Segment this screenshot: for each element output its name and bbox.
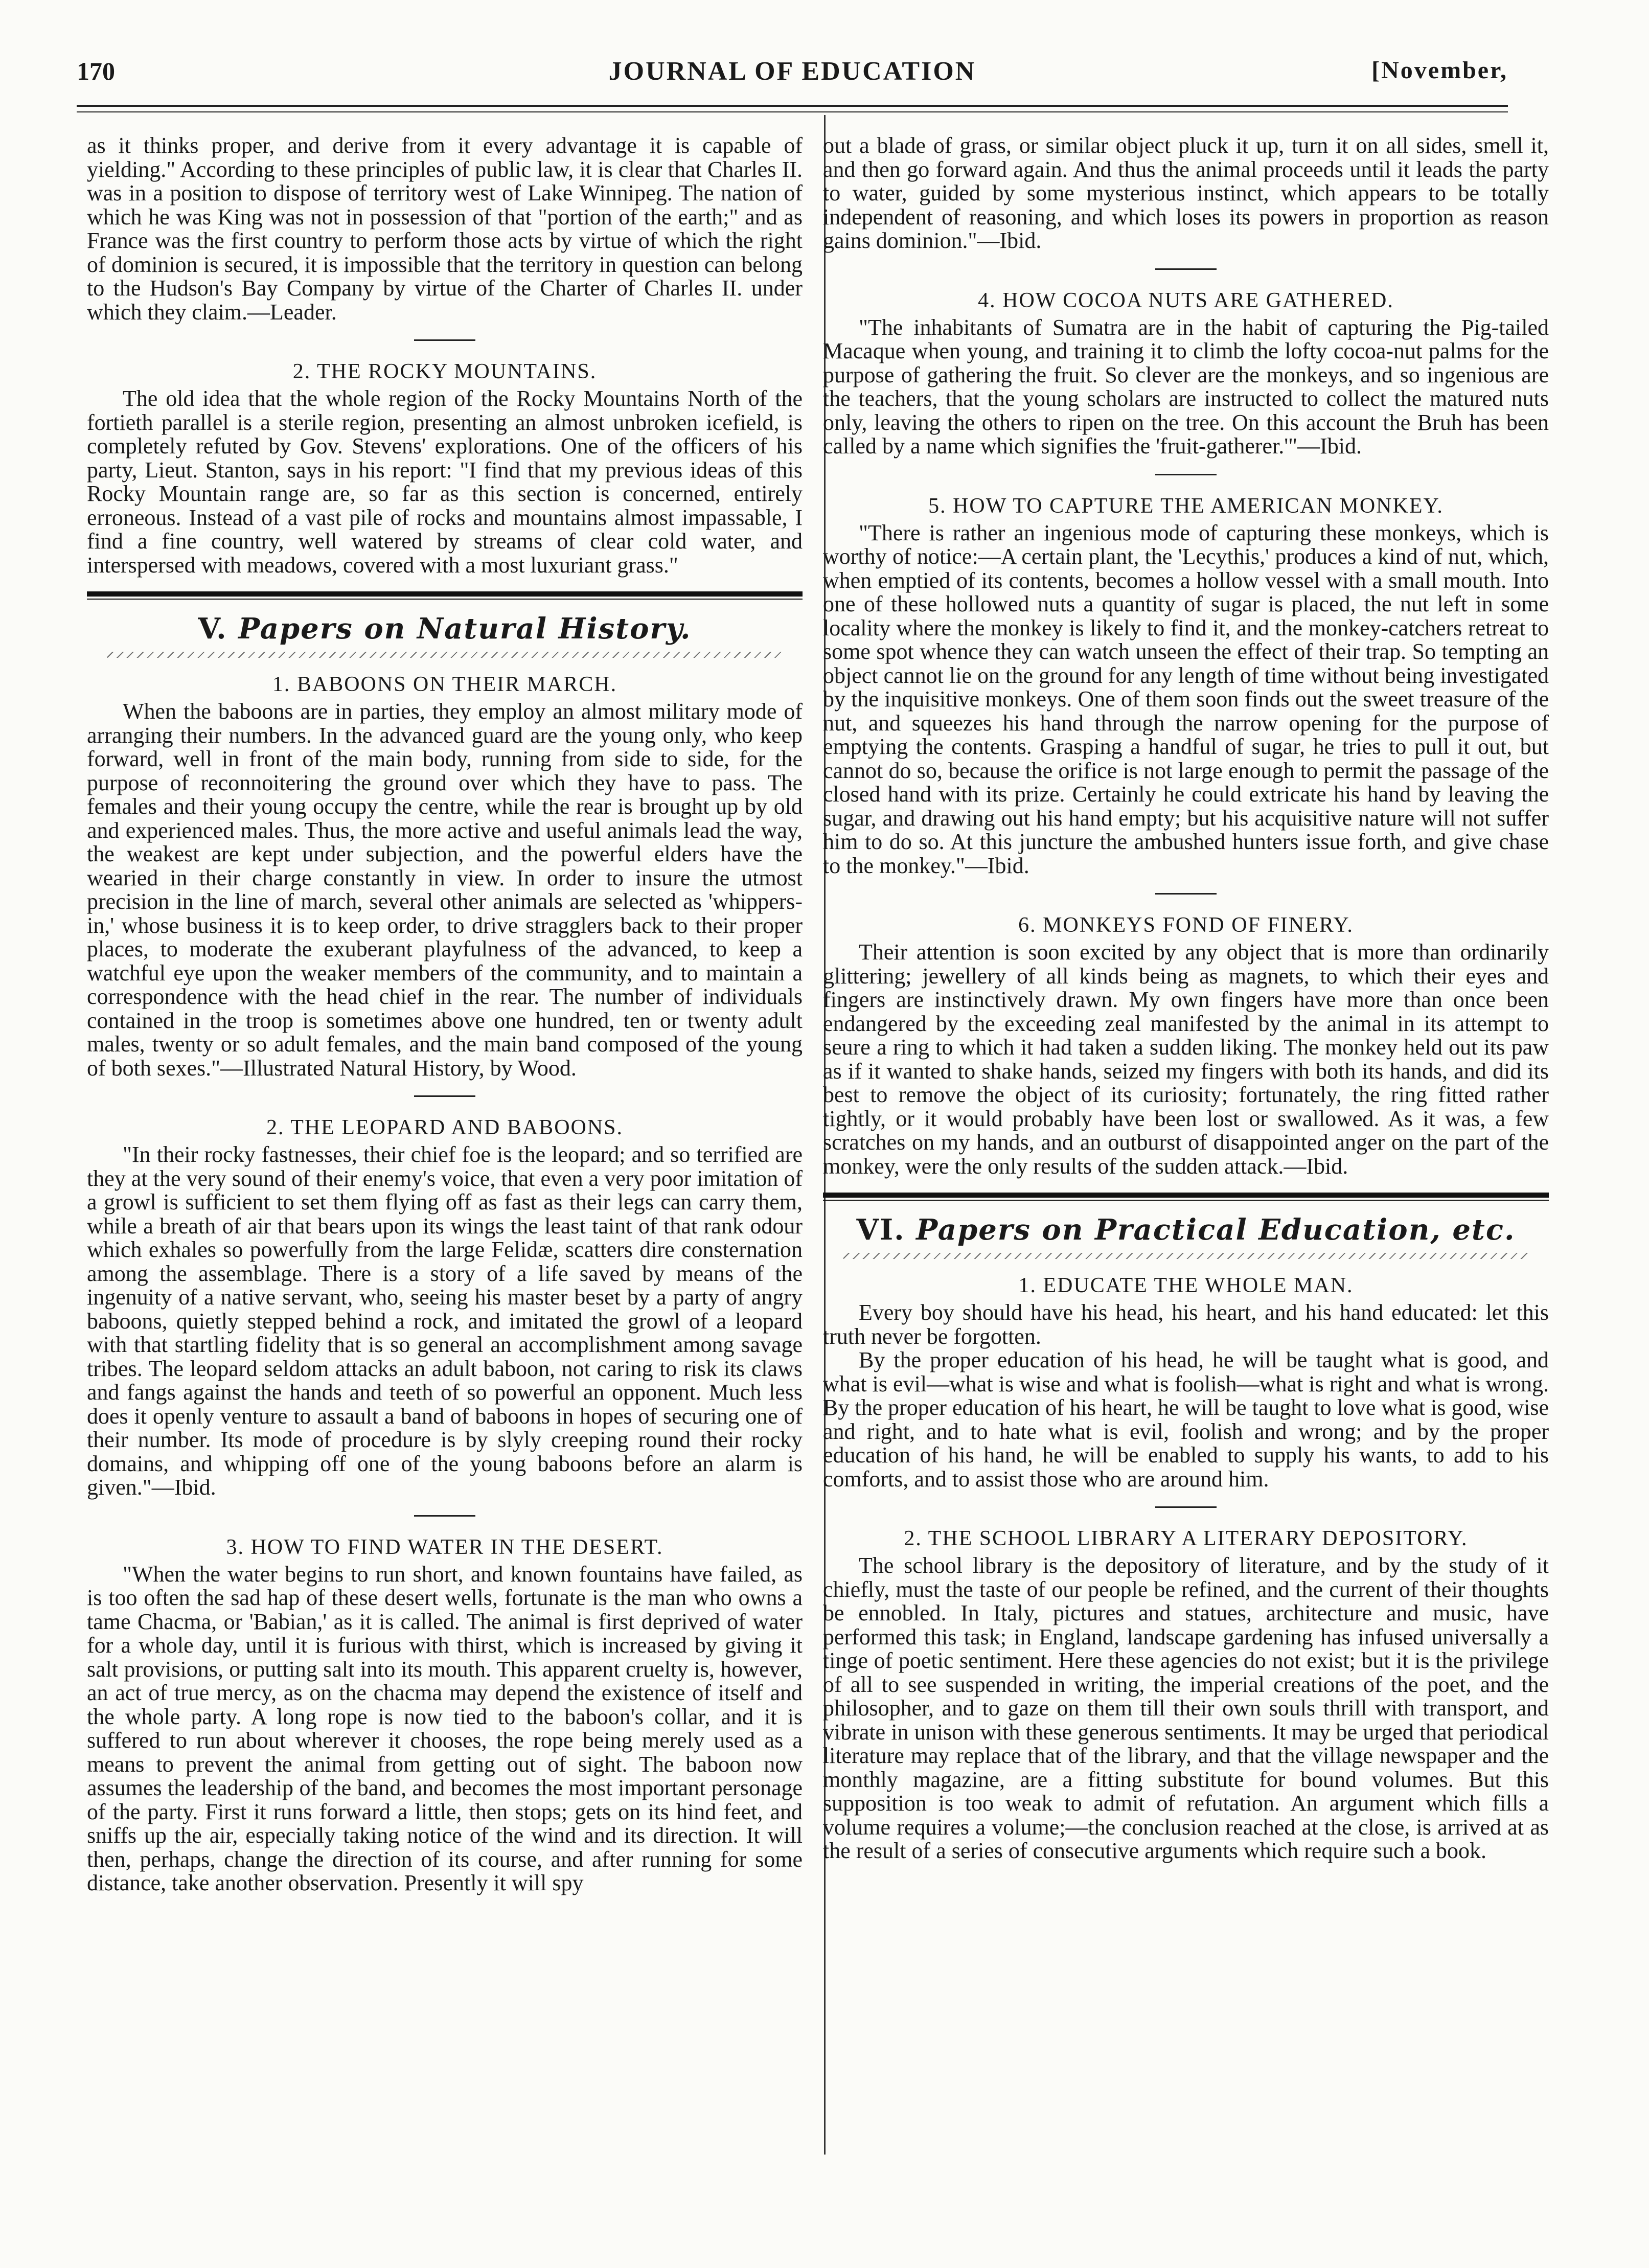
- section-title-finery: 6. MONKEYS FOND OF FINERY.: [1018, 913, 1354, 937]
- part-v-numeral: V.: [198, 612, 227, 646]
- right-column: [823, 134, 1549, 1863]
- school-library-paragraph: The school library is the depository of literature, and by the study of it chiefly, must the taste of our people be refined, and the current of their thoughts be ennobled. In Italy, pictures and statues, architecture and music, have performed this task; in England, landscape gardening has infused universally a tinge of poetic sentiment. Here these agencies do not exist; but it is the privilege of all to see suspended in writing, the imperial creations of the poet, and the philosopher, and to gaze on them till their own souls thrill with transport, and vibrate in unison with these generous sentiments. It may be urged that periodical literature may replace that of the library, and that the village newspaper and the monthly magazine, are a fitting substitute for bound volumes. But this supposition is too weak to admit of refutation. An argument which fills a volume requires a volume;—the conclusion reached at the close, is arrived at as the result of a series of consecutive arguments which require such a book.: [823, 1553, 1549, 1863]
- wavy-ornament: [107, 652, 782, 658]
- running-header: [77, 51, 1508, 97]
- section-divider: [1155, 474, 1217, 475]
- whole-man-paragraph-1: Every boy should have his head, his heart, and his hand educated: let this truth never be forgotten.: [823, 1300, 1549, 1349]
- section-divider: [414, 339, 475, 341]
- header-rule-thin: [77, 111, 1508, 112]
- section-title-rocky-mountains: 2. THE ROCKY MOUNTAINS.: [292, 360, 597, 383]
- baboons-paragraph: When the baboons are in parties, they employ an almost military mode of arranging their numbers. In the advanced guard are the young only, who keep forward, well in front of the main body, running from side to side, for the purpose of reconnoitering the ground over which they have to pass. The females and their young occupy the centre, while the rear is brought up by old and experienced males. Thus, the more active and useful animals lead the way, the weakest are kept under subjection, and the powerful elders have the wearied in their charge constantly in view. In order to insure the utmost precision in the line of march, several other animals are selected as 'whippers-in,' whose business it is to keep order, to drive stragglers back to their proper places, to moderate the exuberant playfulness of the advanced, to keep a watchful eye upon the weaker members of the community, and to maintain a correspondence with the head chief in the rear. The number of individuals contained in the troop is sometimes above one hundred, ten or twenty adult males, twenty or so adult females, and the main band composed of the young of both sexes."—Illustrated Natural History, by Wood.: [87, 699, 803, 1081]
- american-monkey-paragraph: "There is rather an ingenious mode of capturing these monkeys, which is worthy of notice:—A certain plant, the 'Lecythis,' produces a kind of nut, which, when emptied of its contents, becomes a hollow vessel with a small mouth. Into one of these hollowed nuts a quantity of sugar is placed, the nut left in some locality where the monkey is likely to find it, and the monkey-catchers retreat to some spot whence they can watch unseen the effect of their trap. So tempting an object cannot lie on the ground for any length of time without being investigated by the inquisitive monkeys. One of them soon finds out the sweet treasure of the nut, and squeezes his hand through the narrow opening for the purpose of emptying the contents. Grasping a handful of sugar, he tries to pull it out, but cannot do so, because the orifice is not large enough to permit the passage of the closed hand with its prize. Certainly he could extricate his hand by leaving the sugar, and drawing out his hand empty; but his acquisitive nature will not suffer him to do so. At this juncture the ambushed hunters issue forth, and give chase to the monkey."—Ibid.: [823, 520, 1549, 878]
- part-rule-thin: [823, 1200, 1549, 1201]
- leopard-paragraph: "In their rocky fastnesses, their chief foe is the leopard; and so terrified are they at the very sound of their enemy's voice, that even a very poor imitation of a growl is sufficient to set them flying off as fast as their legs can carry them, while a breath of air that bears upon its wings the least taint of that rank odour which exhales so powerfully from the large Felidæ, scatters dire consternation among the assemblage. There is a story of a life saved by means of the ingenuity of a native servant, who, seeing his master beset by a party of angry baboons, quietly stepped behind a rock, and imitated the growl of a leopard with that startling fidelity that is so general an accomplishment among savage tribes. The leopard seldom attacks an adult baboon, not caring to risk its claws and fangs against the hands and teeth of so powerful an opponent. Much less does it openly venture to assault a band of baboons in hopes of securing one of their number. Its mode of procedure is by slyly creeping round their rocky domains, and whipping off one of the young baboons before an alarm is given."—Ibid.: [87, 1142, 803, 1500]
- part-vi-heading: [823, 1210, 1549, 1250]
- section-title-water: 3. HOW TO FIND WATER IN THE DESERT.: [226, 1535, 663, 1559]
- journal-title: JOURNAL OF EDUCATION: [608, 57, 976, 86]
- section-divider: [1155, 268, 1217, 270]
- section-title-cocoa: 4. HOW COCOA NUTS ARE GATHERED.: [978, 288, 1394, 312]
- cocoa-paragraph: "The inhabitants of Sumatra are in the habit of capturing the Pig-tailed Macaque when young, and training it to climb the lofty cocoa-nut palms for the purpose of gathering the fruit. So clever are the monkeys, and so ingenious are the teachers, that the young scholars are instructed to collect the matured nuts only, leaving the others to ripen on the tree. On this account the Bruh has been called by a name which signifies the 'fruit-gatherer.'"—Ibid.: [823, 314, 1549, 459]
- section-title-school-library: 2. THE SCHOOL LIBRARY A LITERARY DEPOSITORY.: [904, 1527, 1468, 1550]
- section-title-baboons: 1. BABOONS ON THEIR MARCH.: [272, 673, 617, 696]
- finery-paragraph: Their attention is soon excited by any object that is more than ordinarily glittering; jewellery of all kinds being as magnets, to which their eyes and fingers are instinctively drawn. My own fingers have more than once been endangered by the exceeding zeal manifested by the animal in its attempt to seure a ring to which it had taken a sudden liking. The monkey held out its paw as if it wanted to shake hands, seized my fingers with both its hands, and did its best to remove the object of its curiosity; fortunately, the ring fitted rather tightly, or it would probably have been lost or swallowed. As it was, a few scratches on my hands, and an outburst of disappointed anger on the part of the monkey, were the only results of the sudden attack.—Ibid.: [823, 940, 1549, 1179]
- section-divider: [414, 1515, 475, 1517]
- intro-paragraph: as it thinks proper, and derive from it every advantage it is capable of yielding." According to these principles of public law, it is clear that Charles II. was in a position to dispose of territory west of Lake Winnipeg. The nation of which he was King was not in possession of that "portion of the earth;" and as France was the first country to perform those acts by virtue of which the right of dominion is secured, it is impossible that the territory in question can belong to the Hudson's Bay Company by virtue of the Charter of Charles II. under which they claim.—Leader.: [87, 133, 803, 325]
- water-paragraph: "When the water begins to run short, and known fountains have failed, as is too often the sad hap of these desert wells, fortunate is the man who owns a tame Chacma, or 'Babian,' as it is called. The animal is first deprived of water for a whole day, until it is furious with thirst, which is increased by giving it salt provisions, or putting salt into its mouth. This apparent cruelty is, however, an act of true mercy, as on the chacma may depend the existence of itself and the whole party. A long rope is now tied to the baboon's collar, and it is suffered to run about wherever it chooses, the rope being merely used as a means to prevent the animal from getting out of sight. The baboon now assumes the leadership of the band, and becomes the most important personage of the party. First it runs forward a little, then stops; gets on its hind feet, and sniffs up the air, especially taking notice of the wind and its direction. It will then, perhaps, change the direction of its course, and after running for some distance, take another observation. Presently it will spy: [87, 1561, 803, 1895]
- whole-man-paragraph-2: By the proper education of his head, he will be taught what is good, and what is evil—what is wise and what is foolish—what is right and what is wrong. By the proper education of his heart, he will be taught to love what is good, wise and right, and to hate what is evil, foolish and wrong; and by the proper education of his hand, he will be enabled to supply his wants, to add to his comforts, and to assist those who are around him.: [823, 1347, 1549, 1492]
- left-column: [87, 134, 803, 1895]
- section-title-whole-man: 1. EDUCATE THE WHOLE MAN.: [1018, 1274, 1354, 1297]
- header-rule-thick: [77, 105, 1508, 107]
- part-rule-thin: [87, 599, 803, 600]
- section-title-leopard: 2. THE LEOPARD AND BABOONS.: [266, 1116, 624, 1139]
- page-number: 170: [77, 57, 115, 85]
- part-rule-heavy: [87, 591, 803, 597]
- issue-month: [November,: [1371, 57, 1508, 84]
- part-v-heading: [87, 609, 803, 649]
- water-continued-paragraph: out a blade of grass, or similar object pluck it up, turn it on all sides, smell it, and then go forward again. And thus the animal proceeds until it leads the party to water, guided by some mysterious instinct, which appears to be totally independent of reasoning, and which loses its powers in proportion as reason gains dominion."—Ibid.: [823, 133, 1549, 253]
- part-vi-numeral: VI.: [856, 1213, 905, 1247]
- part-rule-heavy: [823, 1193, 1549, 1198]
- section-divider: [1155, 893, 1217, 895]
- section-divider: [1155, 1506, 1217, 1508]
- section-divider: [414, 1095, 475, 1097]
- part-vi-title: Papers on Practical Education, etc.: [916, 1213, 1516, 1247]
- part-v-title: Papers on Natural History.: [238, 612, 692, 646]
- rocky-mountains-paragraph: The old idea that the whole region of the Rocky Mountains North of the fortieth parallel is a sterile region, presenting an almost unbroken icefield, is completely refuted by Gov. Stevens' explorations. One of the officers of his party, Lieut. Stanton, says in his report: "I find that my previous ideas of this Rocky Mountain range are, so far as this section is concerned, entirely erroneous. Instead of a vast pile of rocks and mountains almost impassable, I find a fine country, well watered by streams of clear cold water, and interspersed with meadows, covered with a most luxuriant grass.": [87, 386, 803, 578]
- section-title-american-monkey: 5. HOW TO CAPTURE THE AMERICAN MONKEY.: [928, 494, 1444, 518]
- wavy-ornament: [843, 1253, 1528, 1259]
